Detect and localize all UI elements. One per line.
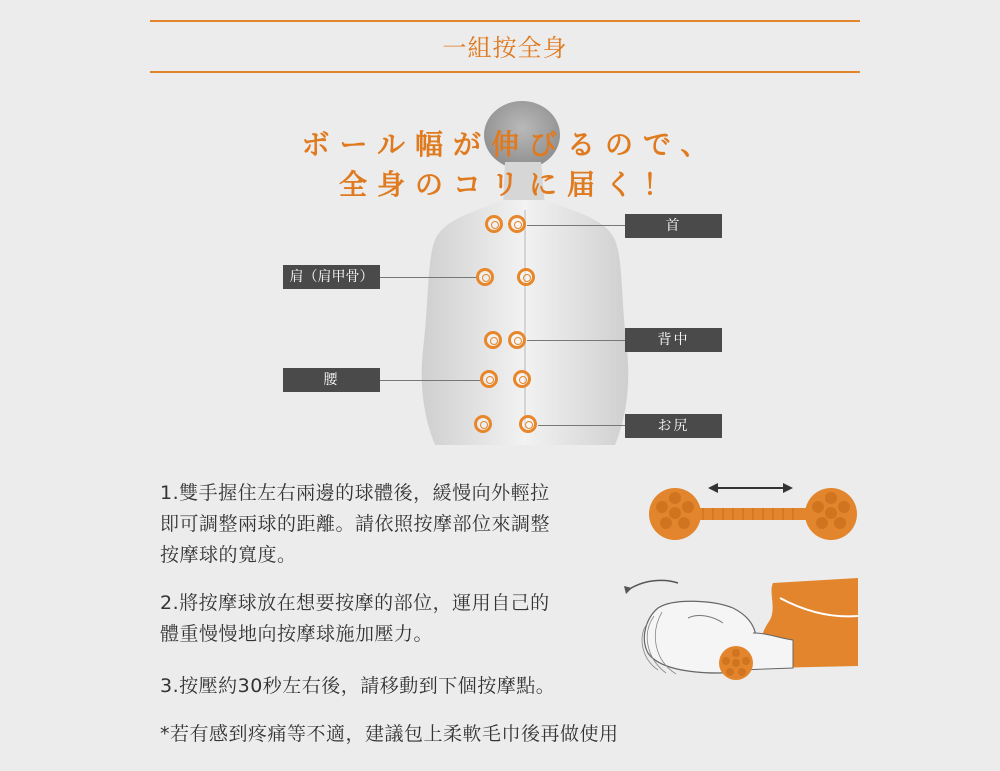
massage-point-shoulder-right: [517, 268, 535, 286]
step-2-line-1: 2.將按摩球放在想要按摩的部位，運用自己的: [160, 592, 550, 614]
massage-point-neck-left: [485, 215, 503, 233]
header-top-rule: [150, 20, 860, 22]
step-3-line-1: 3.按壓約30秒左右後，請移動到下個按摩點。: [160, 675, 556, 697]
leader-line-shoulder: [380, 277, 476, 278]
massage-ball-stretch-illustration: [648, 475, 858, 545]
step-2: [160, 588, 550, 650]
massage-point-shoulder-left: [476, 268, 494, 286]
page-title: 一組按全身: [442, 34, 568, 62]
lying-person-massage-illustration: [618, 578, 858, 688]
massage-point-waist-right: [513, 370, 531, 388]
headline-line-2: 全身のコリに届く！: [338, 168, 681, 201]
massage-point-hip-right: [519, 415, 537, 433]
massage-point-back-right: [508, 331, 526, 349]
step-2-line-2: 體重慢慢地向按摩球施加壓力。: [160, 623, 434, 645]
leader-line-neck: [527, 225, 625, 226]
step-1-line-2: 即可調整兩球的距離。請依照按摩部位來調整: [160, 513, 551, 535]
label-shoulder: 肩（肩甲骨）: [283, 265, 380, 289]
leader-line-hip: [538, 425, 625, 426]
label-waist: 腰: [283, 368, 380, 392]
step-3: [160, 671, 555, 702]
massage-point-hip-left: [474, 415, 492, 433]
label-hip: お尻: [625, 414, 722, 438]
headline-line-1: ボール幅が伸びるので、: [301, 128, 719, 161]
label-back: 背中: [625, 328, 722, 352]
caution-note: *若有感到疼痛等不適，建議包上柔軟毛巾後再做使用: [160, 723, 619, 745]
leader-line-back: [527, 340, 625, 341]
step-1-line-1: 1.雙手握住左右兩邊的球體後，緩慢向外輕拉: [160, 482, 550, 504]
massage-point-neck-right: [508, 215, 526, 233]
massage-point-waist-left: [480, 370, 498, 388]
label-neck: 首: [625, 214, 722, 238]
step-1-line-3: 按摩球的寬度。: [160, 544, 297, 566]
step-1: [160, 478, 550, 571]
header-bottom-rule: [150, 71, 860, 73]
massage-point-back-left: [484, 331, 502, 349]
leader-line-waist: [380, 380, 480, 381]
